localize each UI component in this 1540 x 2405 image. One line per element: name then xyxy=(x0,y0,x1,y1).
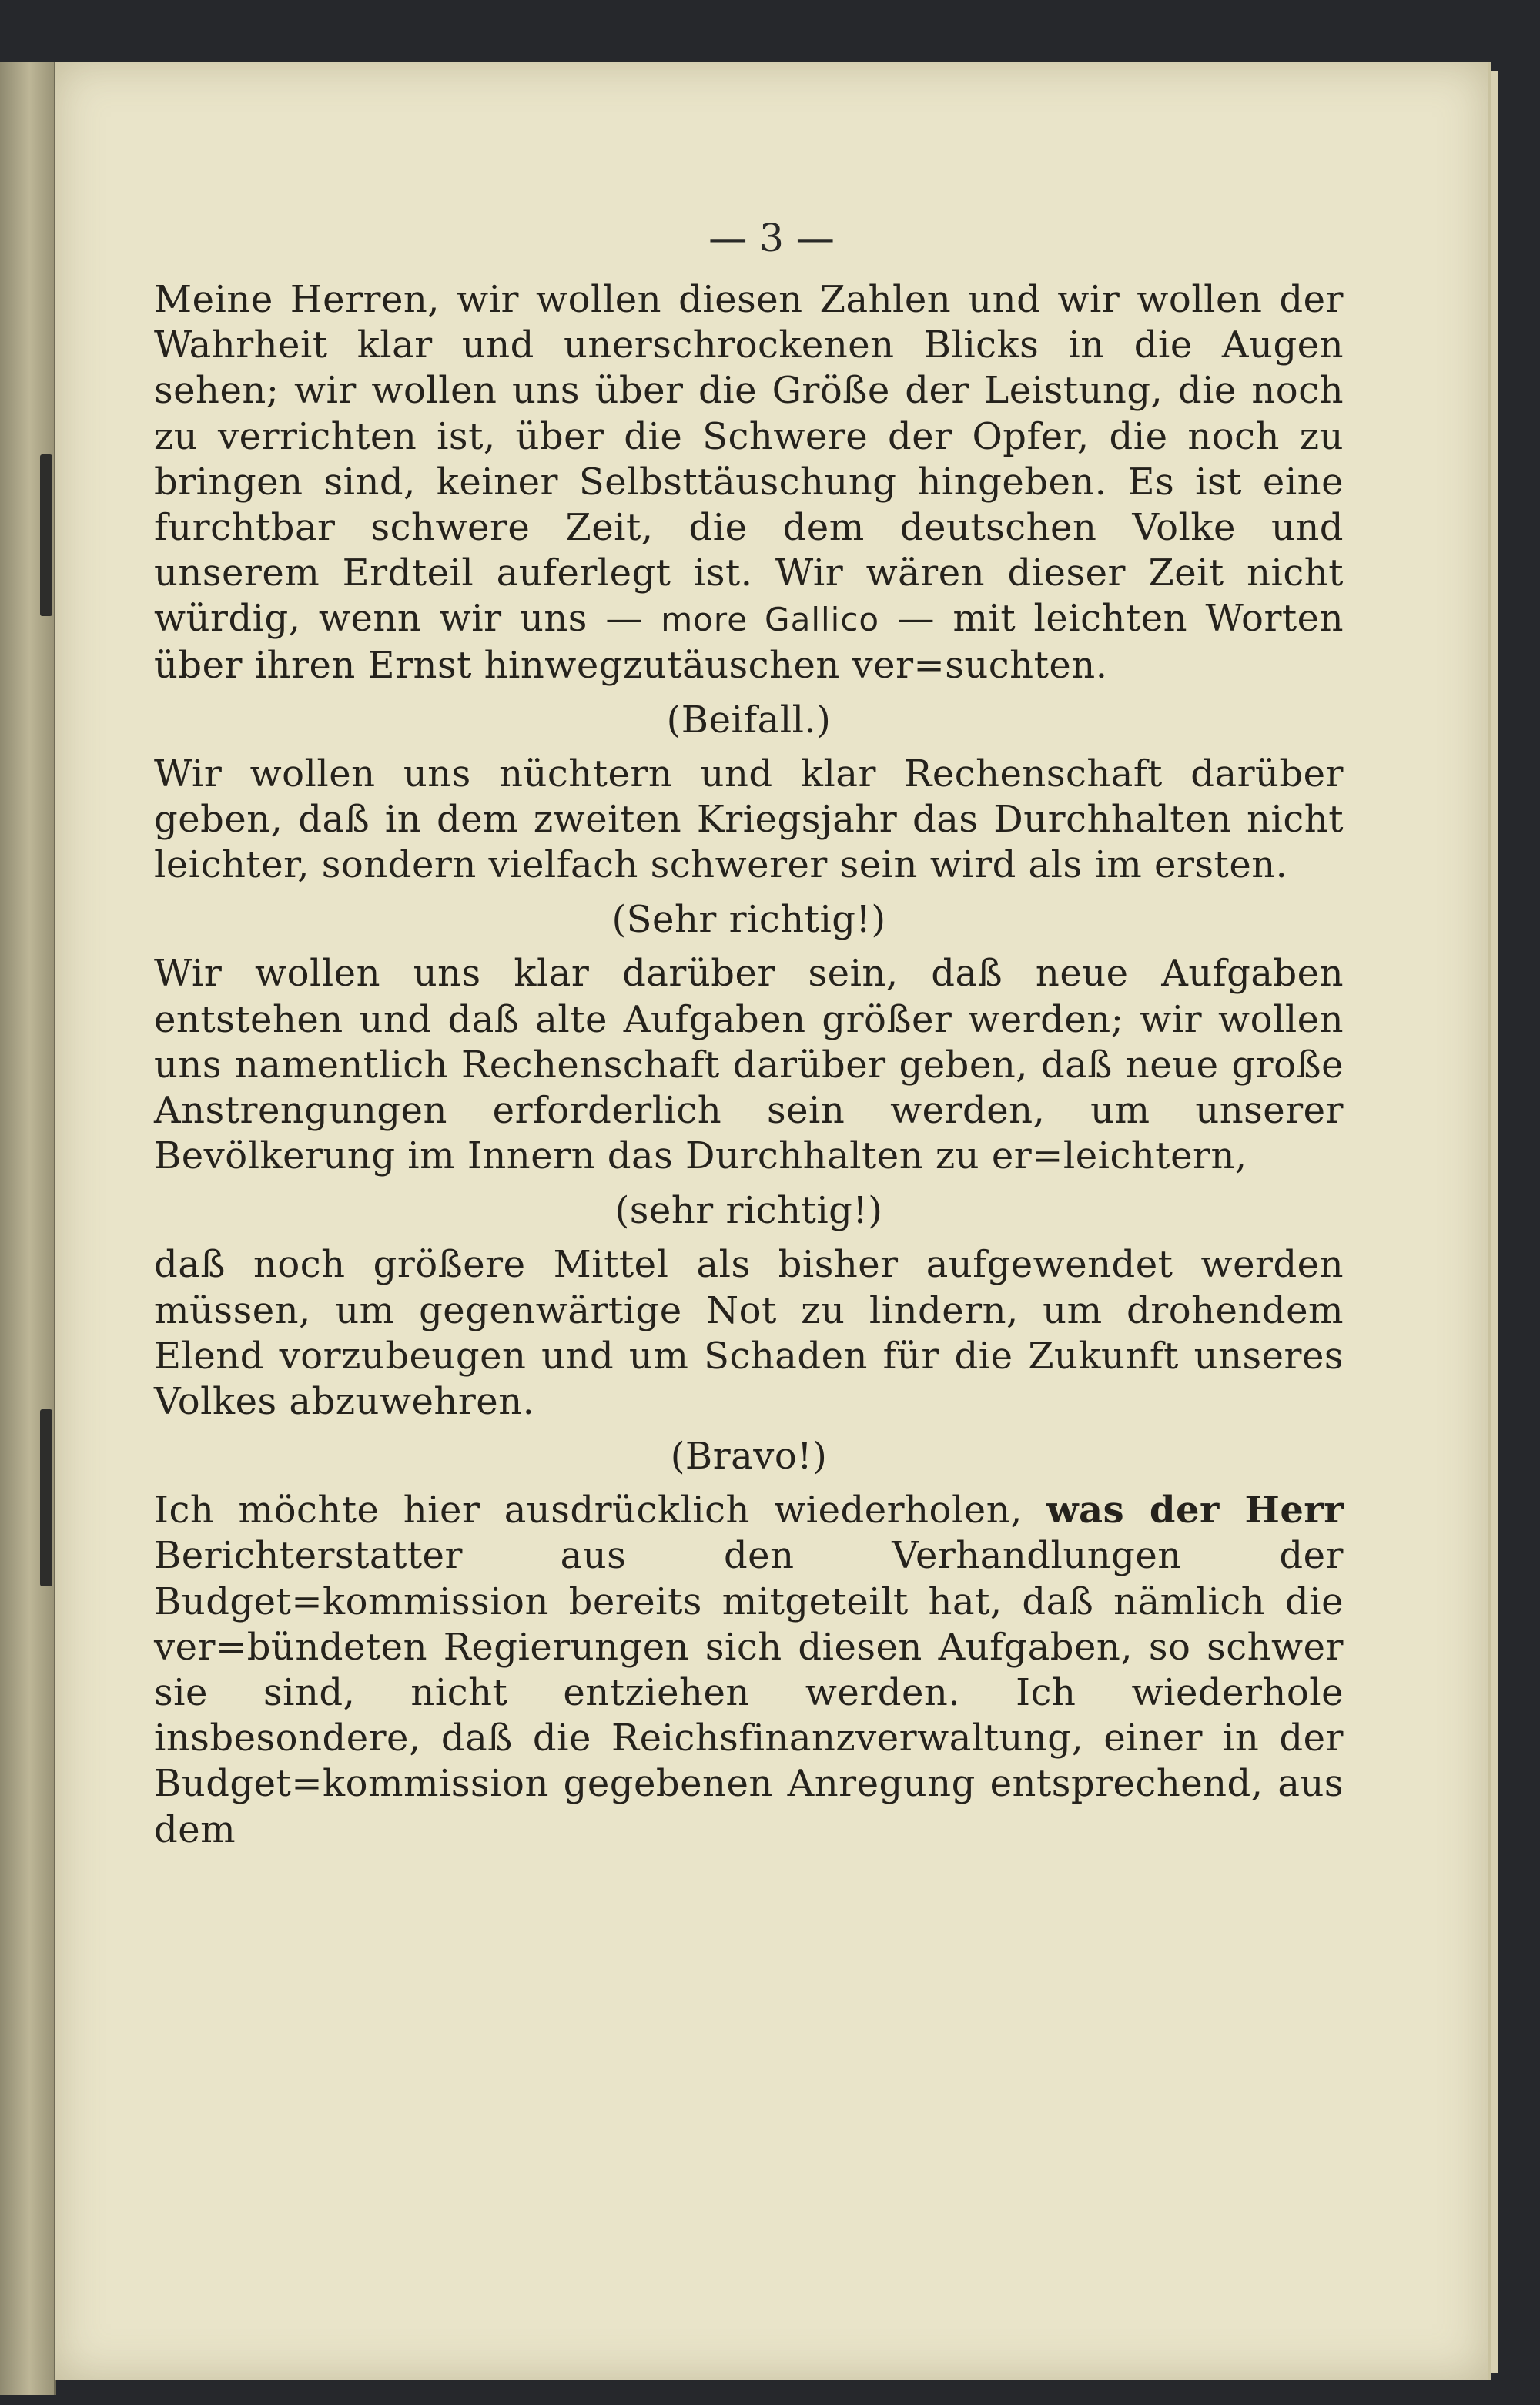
binding-mark xyxy=(40,1409,52,1586)
page-body xyxy=(154,277,1344,1853)
reaction-beifall: (Beifall.) xyxy=(666,698,832,742)
paragraph-3: Wir wollen uns klar darüber sein, daß neue Aufgaben entstehen und daß alte Aufgaben größer werden; wir wollen uns namentlich Rechenschaft darüber geben, daß neue große Anstrengungen erforderlich sein werden, um unserer Bevölkerung im Innern das Durchhalten zu er=leichtern, xyxy=(154,952,1344,1178)
paragraph-1-text: Meine Herren, wir wollen diesen Zahlen und wir wollen der Wahrheit klar und unerschrockenen Blicks in die Augen sehen; wir wollen uns über die Größe der Leistung, die noch zu verrichten ist, über die Schwere der Opfer, die noch zu bringen sind, keiner Selbsttäuschung hingeben. Es ist eine furchtbar schwere Zeit, die dem deutschen Volke und unserem Erdteil auferlegt ist. Wir wären dieser Zeit nicht würdig, wenn wir uns — xyxy=(154,278,1344,641)
paragraph-1-text-end: — mit leichten Worten über ihren Ernst hinwegzutäuschen ver=suchten. xyxy=(154,597,1344,687)
paragraph-2: Wir wollen uns nüchtern und klar Rechenschaft darüber geben, daß in dem zweiten Kriegsjahr das Durchhalten nicht leichter, sondern vielfach schwerer sein wird als im ersten. xyxy=(154,752,1344,887)
reaction-bravo: (Bravo!) xyxy=(670,1435,828,1479)
page-number: — 3 — xyxy=(708,216,835,260)
book-spine xyxy=(0,62,56,2395)
binding-mark xyxy=(40,454,52,616)
reaction-sehr-richtig: (Sehr richtig!) xyxy=(611,898,886,942)
paragraph-5-text: Ich möchte hier ausdrücklich wiederholen, xyxy=(154,1489,1047,1532)
paragraph-5-text-end: Berichterstatter aus den Verhandlungen der Budget=kommission bereits mitgeteilt hat, daß nämlich die ver=bündeten Regierungen sich diesen Aufgaben, so schwer sie sind, nicht entziehen werden. Ich wiederhole insbesondere, daß die Reichsfinanzverwaltung, einer in der Budget=kommission gegebenen Anregung entsprechend, aus dem xyxy=(154,1534,1344,1851)
emphasized-text: was der Herr xyxy=(1046,1489,1344,1532)
reaction-sehr-richtig-2: (sehr richtig!) xyxy=(614,1189,883,1233)
paragraph-5 xyxy=(154,1488,1344,1853)
latin-phrase: more Gallico xyxy=(661,601,880,639)
paragraph-4: daß noch größere Mittel als bisher aufgewendet werden müssen, um gegenwärtige Not zu lindern, um drohendem Elend vorzubeugen und um Schaden für die Zukunft unseres Volkes abzuwehren. xyxy=(154,1243,1344,1424)
paragraph-1 xyxy=(154,277,1344,688)
